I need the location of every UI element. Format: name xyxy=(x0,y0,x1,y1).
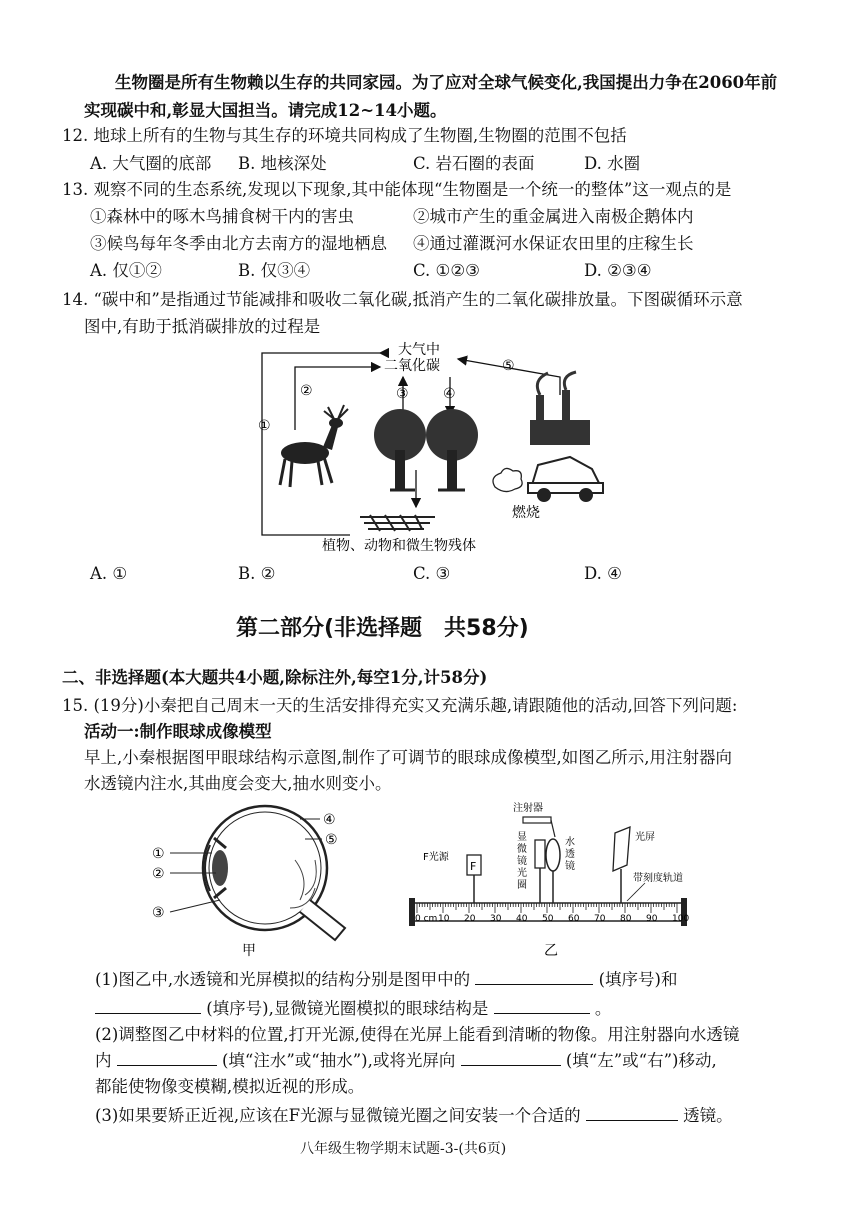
intro-line-1: 生物圈是所有生物赖以生存的共同家园。为了应对全球气候变化,我国提出力争在2060年前 xyxy=(115,73,778,92)
q14-option-b: B. ② xyxy=(238,564,276,583)
process-4-label: ④ xyxy=(443,386,456,402)
q15-activity-1: 活动一:制作眼球成像模型 xyxy=(84,722,272,741)
q13-item-2: ②城市产生的重金属进入南极企鹅体内 xyxy=(413,207,694,226)
burn-label: 燃烧 xyxy=(512,505,540,521)
q14-option-c: C. ③ xyxy=(413,564,451,583)
q15-blank-5[interactable] xyxy=(461,1049,561,1066)
eye-caption: 甲 xyxy=(242,943,256,959)
microscope-aperture xyxy=(535,840,545,868)
process-3-label: ③ xyxy=(396,386,409,402)
q15-blank-6[interactable] xyxy=(586,1104,678,1121)
eye-label-3: ③ xyxy=(152,905,165,921)
q15-sub2-c: (填“注水”或“抽水”),或将光屏向 xyxy=(222,1051,456,1070)
q13-option-d: D. ②③④ xyxy=(584,261,652,280)
q12-option-d: D. 水圈 xyxy=(584,154,641,173)
q15-para-2: 水透镜内注水,其曲度会变大,抽水则变小。 xyxy=(84,774,392,793)
q13-item-3: ③候鸟每年冬季由北方去南方的湿地栖息 xyxy=(90,234,387,253)
deer-icon xyxy=(280,405,348,487)
atmosphere-label-2: 二氧化碳 xyxy=(384,358,440,374)
f-source-label: F光源 xyxy=(423,852,449,863)
q13-option-c: C. ①②③ xyxy=(413,261,480,280)
arrow-process-1 xyxy=(262,353,380,535)
light-screen xyxy=(613,827,630,871)
track-tick-label: 90 xyxy=(646,914,658,924)
track-tick-label: 80 xyxy=(620,914,632,924)
track-tick-label: 100 xyxy=(672,914,690,924)
q15-sub1-b: (填序号)和 xyxy=(598,970,678,989)
track-tick-label: 50 xyxy=(542,914,554,924)
f-letter: F xyxy=(470,860,477,873)
q15-sub2-line3: 都能使物像变模糊,模拟近视的形成。 xyxy=(95,1077,365,1096)
q13-item-1: ①森林中的啄木鸟捕食树干内的害虫 xyxy=(90,207,354,226)
q15-blank-2[interactable] xyxy=(95,997,201,1014)
track-tick-label: 60 xyxy=(568,914,580,924)
q15-sub1-c: (填序号),显微镜光圈模拟的眼球结构是 xyxy=(206,999,489,1018)
q15-sub2-line2 xyxy=(95,1049,717,1073)
remains-label: 植物、动物和微生物残体 xyxy=(322,538,476,554)
exhaust-cloud xyxy=(493,468,522,491)
tree-icon xyxy=(374,409,478,490)
q15-sub3-b: 透镜。 xyxy=(683,1106,733,1125)
eye-model-diagram xyxy=(405,795,695,965)
q12-option-b: B. 地核深处 xyxy=(238,154,327,173)
aperture-label: 显微镜光圈 xyxy=(517,832,527,891)
q14-stem-line-1: 14. “碳中和”是指通过节能减排和吸收二氧化碳,抵消产生的二氧化碳排放量。下图碳循环示意 xyxy=(62,290,743,309)
q15-blank-4[interactable] xyxy=(117,1049,217,1066)
page-footer: 八年级生物学期末试题-3-(共6页) xyxy=(300,1141,507,1157)
process-5-label: ⑤ xyxy=(502,358,515,374)
atmosphere-label-1: 大气中 xyxy=(398,342,440,358)
q14-option-d: D. ④ xyxy=(584,564,622,583)
water-lens-label: 水透镜 xyxy=(565,837,575,872)
q15-sub3-line xyxy=(95,1104,733,1128)
remains-icon xyxy=(360,515,435,531)
syringe-icon xyxy=(523,817,551,823)
process-2-label: ② xyxy=(300,383,313,399)
q12-stem: 12. 地球上所有的生物与其生存的环境共同构成了生物圈,生物圈的范围不包括 xyxy=(62,126,627,145)
q14-option-a: A. ① xyxy=(90,564,128,583)
part2-title: 第二部分(非选择题 共58分) xyxy=(236,616,529,641)
intro-line-2: 实现碳中和,彰显大国担当。请完成12~14小题。 xyxy=(84,101,447,120)
screen-label: 光屏 xyxy=(635,832,655,843)
q15-stem: 15. (19分)小秦把自己周末一天的生活安排得充实又充满乐趣,请跟随他的活动,回答下列问题: xyxy=(62,696,738,715)
track-label: 带刻度轨道 xyxy=(633,873,683,884)
q13-option-b: B. 仅③④ xyxy=(238,261,311,280)
q12-option-a: A. 大气圈的底部 xyxy=(90,154,212,173)
optic-nerve xyxy=(300,900,345,940)
track-tick-label: 30 xyxy=(490,914,502,924)
q13-item-4: ④通过灌溉河水保证农田里的庄稼生长 xyxy=(413,234,694,253)
track-tick-label: 20 xyxy=(464,914,476,924)
track-tick-label: 10 xyxy=(438,914,450,924)
eye-label-1: ① xyxy=(152,846,165,862)
q13-stem: 13. 观察不同的生态系统,发现以下现象,其中能体现“生物圈是一个统一的整体”这一观点的是 xyxy=(62,180,732,199)
section2-heading: 二、非选择题(本大题共4小题,除标注外,每空1分,计58分) xyxy=(62,668,488,687)
q15-blank-3[interactable] xyxy=(494,997,590,1014)
track-tick-label: 40 xyxy=(516,914,528,924)
q13-option-a: A. 仅①② xyxy=(90,261,162,280)
carbon-cycle-diagram xyxy=(240,335,620,560)
q15-sub1-line2 xyxy=(95,997,611,1021)
q15-sub3-a: (3)如果要矫正近视,应该在F光源与显微镜光圈之间安装一个合适的 xyxy=(95,1106,581,1125)
process-1-label: ① xyxy=(258,418,271,434)
q15-sub2-line1: (2)调整图乙中材料的位置,打开光源,使得在光屏上能看到清晰的物像。用注射器向水透镜 xyxy=(95,1025,740,1044)
syringe-label: 注射器 xyxy=(513,803,543,814)
q15-blank-1[interactable] xyxy=(475,968,593,985)
lens xyxy=(212,850,228,886)
q15-sub1-end: 。 xyxy=(594,999,612,1018)
eye-label-2: ② xyxy=(152,866,165,882)
eye-structure-diagram xyxy=(150,800,360,960)
q15-sub1-a: (1)图乙中,水透镜和光屏模拟的结构分别是图甲中的 xyxy=(95,970,471,989)
q15-sub2-b: 内 xyxy=(95,1051,112,1070)
q15-para-1: 早上,小秦根据图甲眼球结构示意图,制作了可调节的眼球成像模型,如图乙所示,用注射器向 xyxy=(84,748,732,767)
q14-stem-line-2: 图中,有助于抵消碳排放的过程是 xyxy=(84,317,321,336)
track-tick-label: 70 xyxy=(594,914,606,924)
q12-option-c: C. 岩石圈的表面 xyxy=(413,154,535,173)
model-caption: 乙 xyxy=(544,943,558,959)
eye-label-5: ⑤ xyxy=(325,832,338,848)
track-tick-label: 0 cm xyxy=(415,914,438,924)
eye-label-4: ④ xyxy=(323,812,336,828)
water-lens xyxy=(546,839,560,871)
q15-sub2-d: (填“左”或“右”)移动, xyxy=(565,1051,717,1070)
q15-sub1-line1 xyxy=(95,968,678,992)
car-icon xyxy=(493,457,603,502)
